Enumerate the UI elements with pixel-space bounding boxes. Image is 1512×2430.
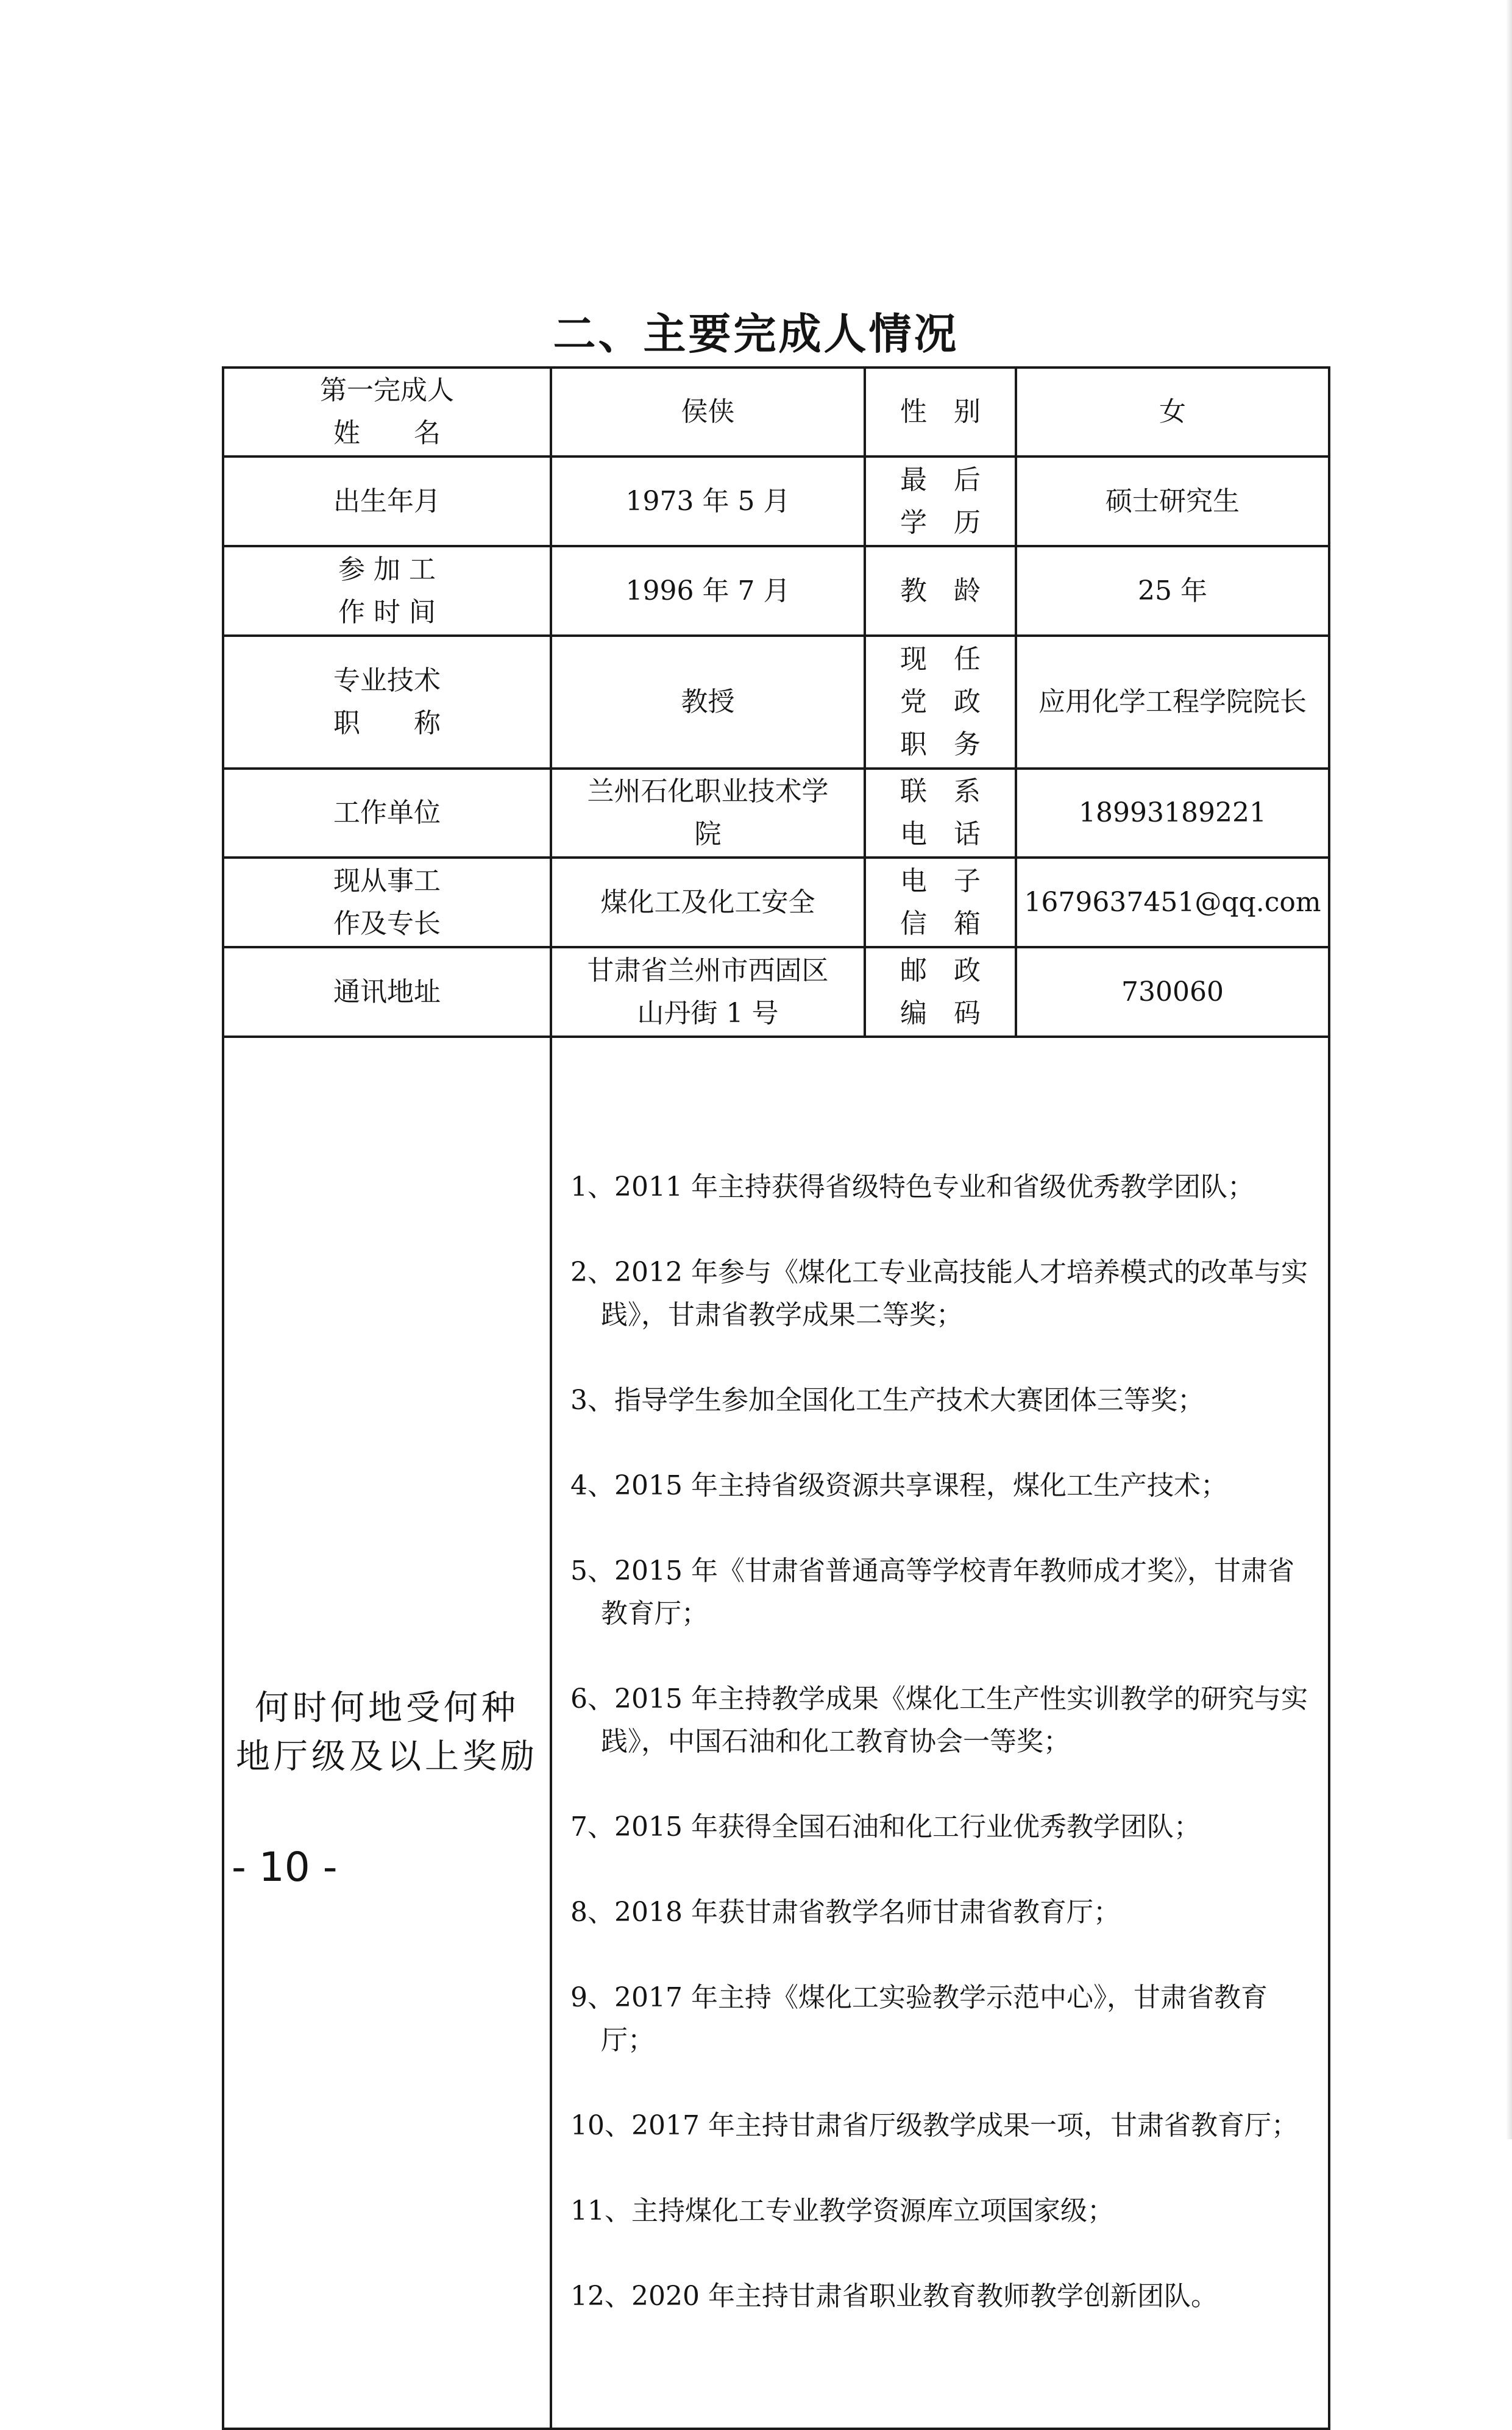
value-teaching-years: 25 年 [1016, 546, 1329, 636]
awards-cell [551, 1037, 1329, 2429]
value-phone: 18993189221 [1016, 769, 1329, 858]
label-teaching-years: 教 龄 [865, 546, 1016, 636]
label-address: 通讯地址 [223, 947, 551, 1037]
list-item: 6、2015 年主持教学成果《煤化工生产性实训教学的研究与实践》，中国石油和化工教育协会一等奖； [570, 1683, 1308, 1757]
list-item: 2、2012 年参与《煤化工专业高技能人才培养模式的改革与实践》，甘肃省教学成果二等奖； [570, 1257, 1308, 1330]
value-work-start: 1996 年 7 月 [551, 546, 865, 636]
value-position: 应用化学工程学院院长 [1016, 636, 1329, 769]
table-row [223, 636, 1329, 769]
table-row [223, 546, 1329, 636]
label-phone: 联 系 电 话 [865, 769, 1016, 858]
label-position: 现 任 党 政 职 务 [865, 636, 1016, 769]
list-item: 4、2015 年主持省级资源共享课程，煤化工生产技术； [570, 1470, 1227, 1501]
value-specialty: 煤化工及化工安全 [551, 858, 865, 947]
table-row [223, 858, 1329, 947]
label-email: 电 子 信 箱 [865, 858, 1016, 947]
label-birth: 出生年月 [223, 457, 551, 546]
awards-list [570, 1123, 1310, 2361]
label-employer: 工作单位 [223, 769, 551, 858]
list-item: 3、指导学生参加全国化工生产技术大赛团体三等奖； [570, 1385, 1204, 1416]
table-row [223, 947, 1329, 1037]
value-name: 侯侠 [551, 368, 865, 457]
label-work-start: 参 加 工 作 时 间 [223, 546, 551, 636]
list-item: 10、2017 年主持甘肃省厅级教学成果一项，甘肃省教育厅； [570, 2110, 1298, 2141]
label-awards: 何时何地受何种 地厅级及以上奖励 [223, 1037, 551, 2429]
value-email: 1679637451@qq.com [1016, 858, 1329, 947]
value-birth: 1973 年 5 月 [551, 457, 865, 546]
label-gender: 性 别 [865, 368, 1016, 457]
label-postcode: 邮 政 编 码 [865, 947, 1016, 1037]
table-row [223, 1037, 1329, 2429]
list-item: 8、2018 年获甘肃省教学名师甘肃省教育厅； [570, 1897, 1120, 1928]
list-item: 5、2015 年《甘肃省普通高等学校青年教师成才奖》，甘肃省教育厅； [570, 1555, 1294, 1629]
list-item: 11、主持煤化工专业教学资源库立项国家级； [570, 2195, 1114, 2226]
page-number: - 10 - [232, 1844, 338, 1891]
value-title: 教授 [551, 636, 865, 769]
table-row [223, 769, 1329, 858]
completer-info-table [222, 366, 1330, 2430]
list-item: 9、2017 年主持《煤化工实验教学示范中心》，甘肃省教育厅； [570, 1982, 1268, 2056]
value-gender: 女 [1016, 368, 1329, 457]
value-postcode: 730060 [1016, 947, 1329, 1037]
table-row [223, 368, 1329, 457]
label-title: 专业技术 职 称 [223, 636, 551, 769]
list-item: 1、2011 年主持获得省级特色专业和省级优秀教学团队； [570, 1171, 1254, 1203]
scan-edge-shadow [1506, 0, 1512, 2139]
list-item: 7、2015 年获得全国石油和化工行业优秀教学团队； [570, 1811, 1201, 1842]
value-education: 硕士研究生 [1016, 457, 1329, 546]
value-address: 甘肃省兰州市西固区 山丹街 1 号 [551, 947, 865, 1037]
label-education: 最 后 学 历 [865, 457, 1016, 546]
page-title: 二、主要完成人情况 [553, 309, 959, 359]
label-name: 第一完成人 姓 名 [223, 368, 551, 457]
label-specialty: 现从事工 作及专长 [223, 858, 551, 947]
list-item: 12、2020 年主持甘肃省职业教育教师教学创新团队。 [570, 2281, 1218, 2312]
table-row [223, 457, 1329, 546]
value-employer: 兰州石化职业技术学 院 [551, 769, 865, 858]
